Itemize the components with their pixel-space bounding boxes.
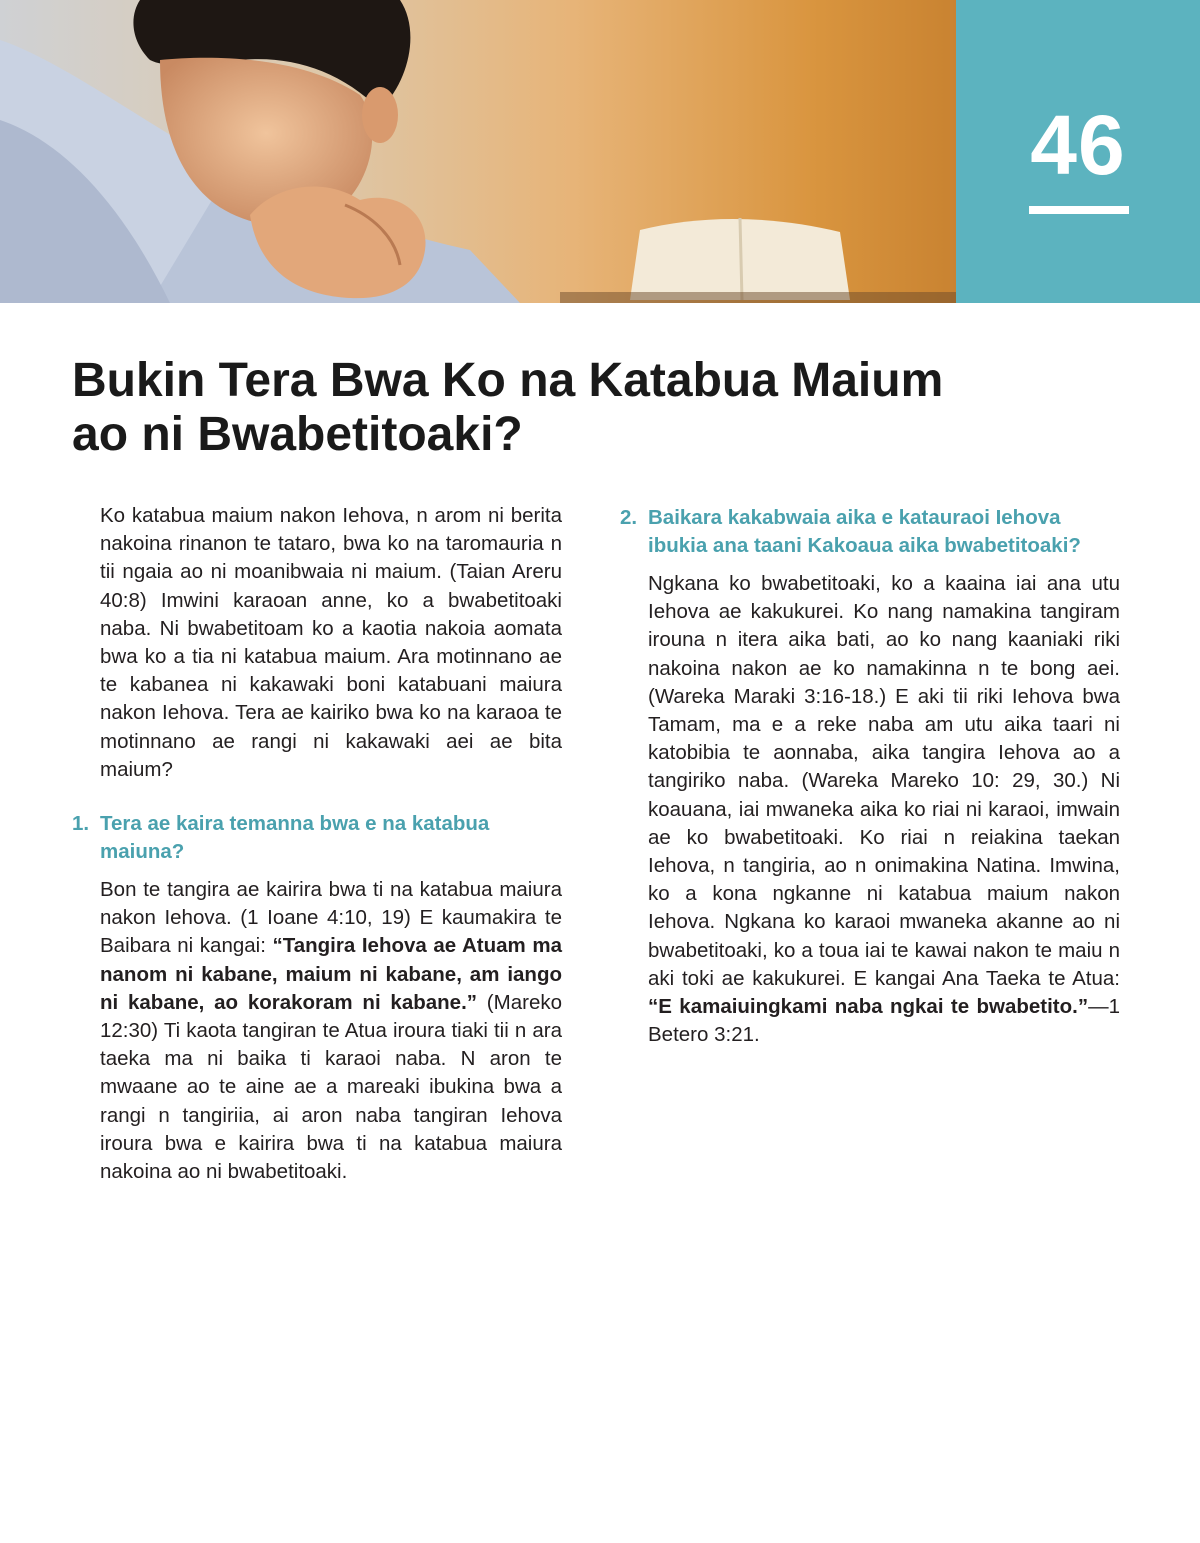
answer-2-bold-quote: “E kamaiuingkami naba ngkai te bwabetito.”	[648, 995, 1089, 1019]
lesson-number: 46	[1030, 98, 1126, 192]
left-column	[72, 502, 562, 1186]
question-1-number: 1.	[72, 812, 90, 836]
answer-1-bold-quote: “Tangira Iehova ae Atuam ma nanom ni kabane, maium ni kabane, am iango ni kabane, ao korakoram ni kabane.”	[100, 934, 562, 1014]
right-column	[620, 502, 1120, 1049]
question-1	[72, 810, 562, 866]
answer-1-text-b: (Mareko 12:30) Ti kaota tangiran te Atua iroura tiaki tii n ara taeka ma ni baika ti karaoi naba. N aron te mwaane ao te aine ae a mareaki ibukina bwa a rangi n tangiriia, ai aron naba tangiran Iehova iroura bwa e kairira bwa ti na katabua maiura nakoina ao ni bwabetitoaki.	[100, 990, 562, 1184]
answer-2-paragraph	[648, 570, 1120, 1049]
question-1-text: Tera ae kaira temanna bwa e na katabua maiuna?	[100, 812, 490, 864]
answer-1-paragraph	[100, 876, 562, 1186]
title-line-1: Bukin Tera Bwa Ko na Katabua Maium	[72, 354, 944, 407]
answer-2-text-b: —1 Betero 3:21.	[648, 995, 1120, 1047]
lesson-number-box	[956, 0, 1200, 303]
lesson-number-underline	[1029, 206, 1129, 214]
answer-2-text-a: Ngkana ko bwabetitoaki, ko a kaaina iai ana utu Iehova ae kakukurei. Ko nang namakina tangiram irouna n itera aika bati, ao ko nang kaaniaki riki nakoina nakon ae ko namakinna n te bong aei. (Wareka Maraki 3:16-18.) E aki tii riki Iehova bwa Tamam, ma e a reke naba am utu aika taari ni katobibia te aonnaba, aika tangira Iehova ao a tangiriko naba. (Wareka Mareko 10: 29, 30.) Ni koauana, iai mwaneka aika ko riai ni karaoi, imwain ae ko bwabetitoaki. Ko riai n reiakina taekan Iehova, n tangiria, ao n onimakina Natina. Imwina, ko a kona ngkanne ni katabua maium nakon Iehova. Ngkana ko karaoi mwaneka akanne ao ni bwabetitoaki, ko a toua iai te kawai nakon te maiu n aki toki ae kakukurei. E kangai Ana Taeka te Atua:	[648, 572, 1120, 990]
title-line-2: ao ni Bwabetitoaki?	[72, 408, 523, 461]
man-praying-with-bible-photo	[0, 0, 956, 303]
header-photo	[0, 0, 956, 303]
page-title	[72, 354, 1072, 462]
question-2-text: Baikara kakabwaia aika e katauraoi Iehova ibukia ana taani Kakoaua aika bwabetitoaki?	[648, 506, 1081, 557]
question-2-number: 2.	[620, 506, 638, 529]
intro-paragraph: Ko katabua maium nakon Iehova, n arom ni berita nakoina rinanon te tataro, bwa ko na taromauria n tii ngaia ao ni moanibwaia ni maium. (Taian Areru 40:8) Imwini karaoan anne, ko a bwabetitoaki naba. Ni bwabetitoam ko a kaotia nakoia aomata bwa ko a tia ni katabua maium. Ara motinnano ae te kabanea ni kakawaki boni katabuani maiura nakon Iehova. Tera ae kairiko bwa ko na karaoa te motinnano ae rangi ni kakawaki aei ae bita maium?	[100, 504, 562, 781]
answer-1-text-a: Bon te tangira ae kairira bwa ti na katabua maiura nakon Iehova. (1 Ioane 4:10, 19) E kaumakira te Baibara ni kangai:	[100, 878, 562, 958]
question-2	[620, 504, 1120, 560]
